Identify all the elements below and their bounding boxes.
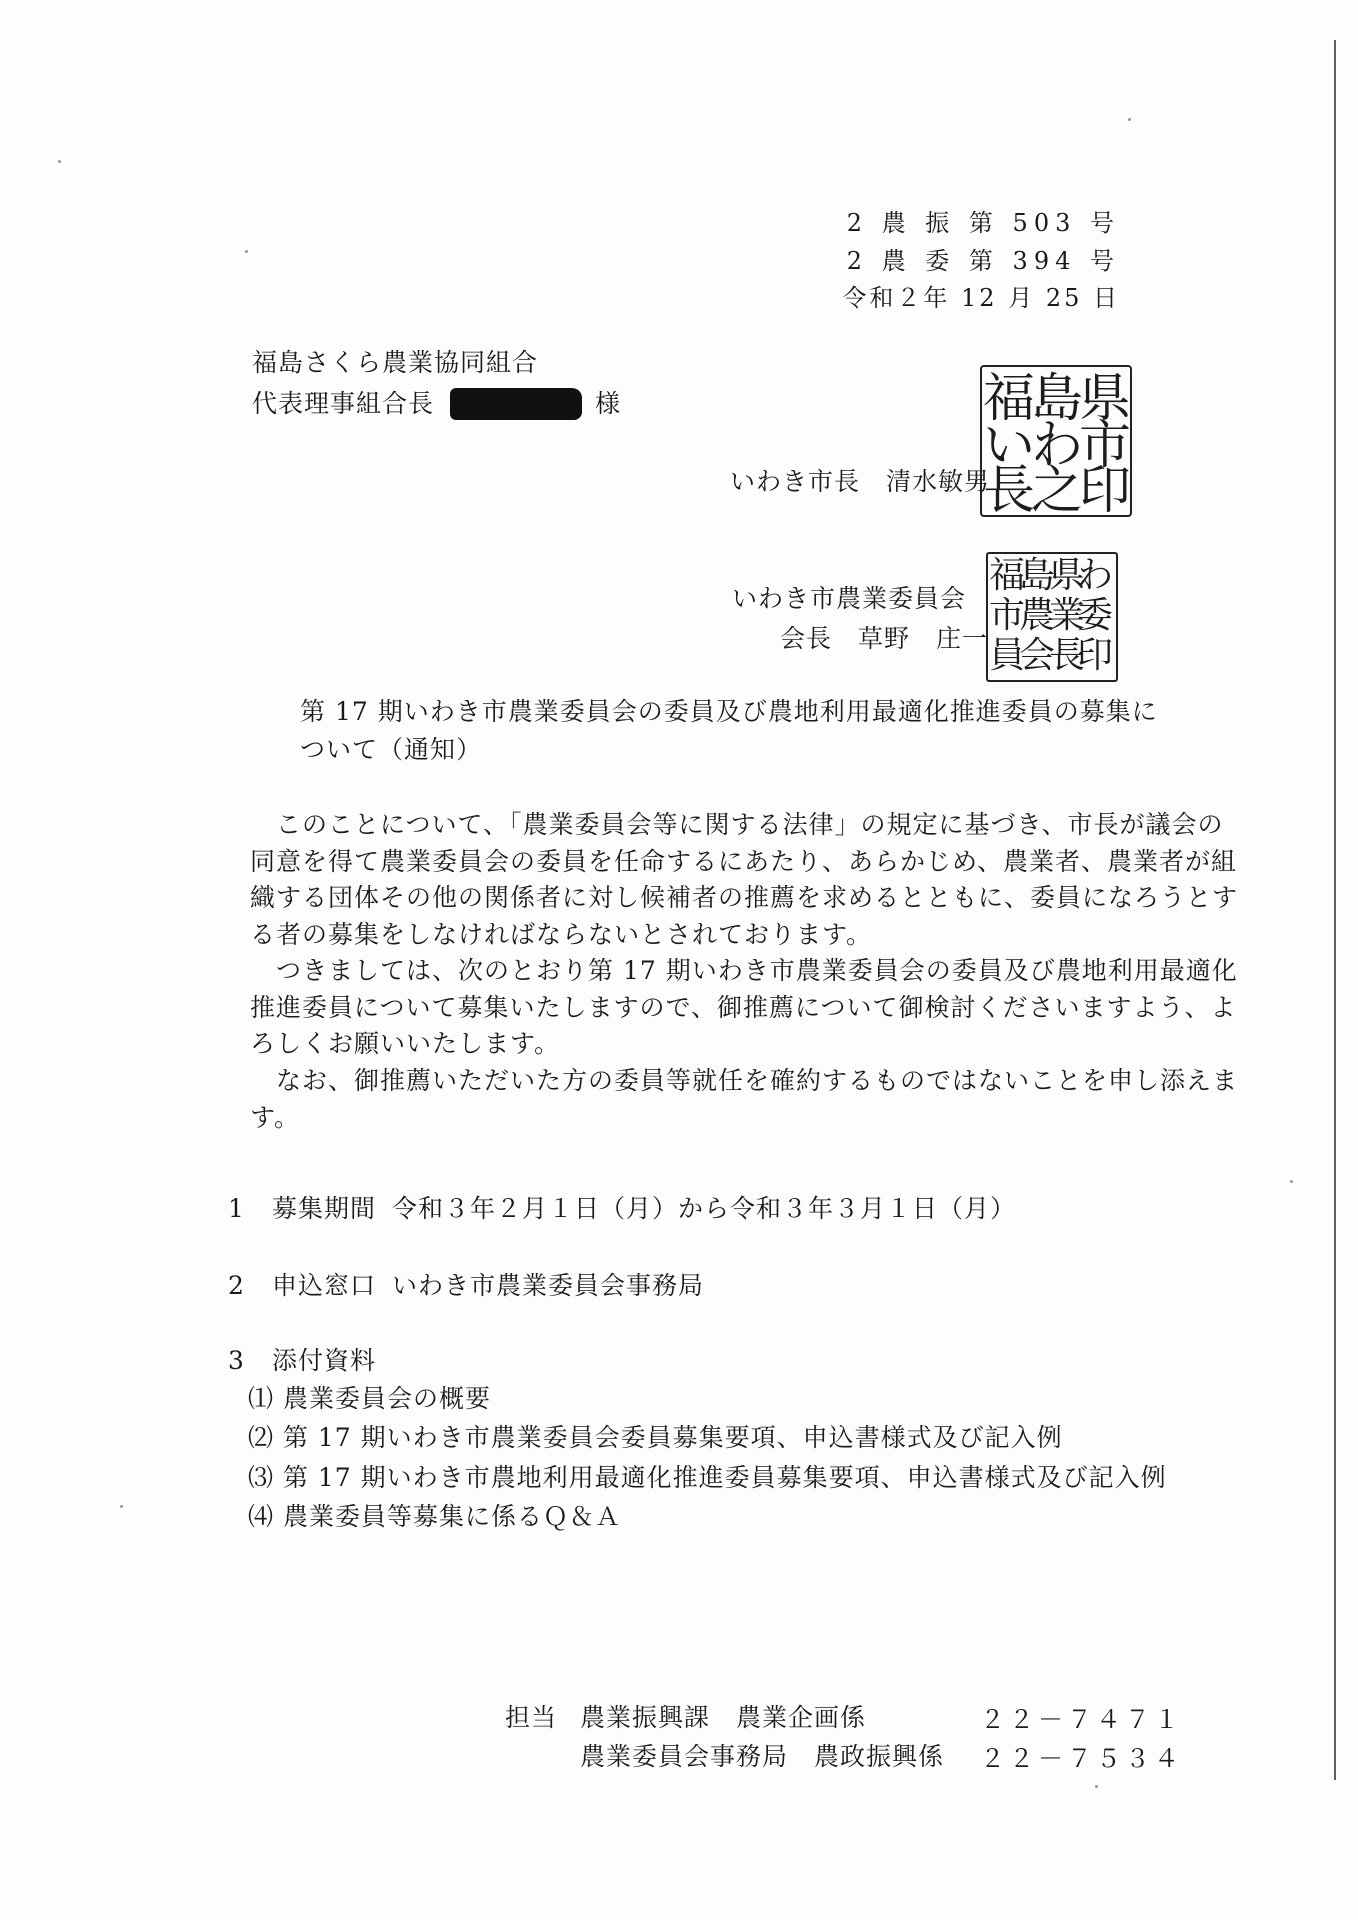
redaction-box [450,388,582,420]
seal-char: 印 [1078,461,1131,521]
seal-char: 業 [1048,595,1085,636]
body-line: つきましては、次のとおり第 17 期いわき市農業委員会の委員及び農地利用最適化 [250,956,1238,985]
subject-line-1: 第 17 期いわき市農業委員会の委員及び農地利用最適化推進委員の募集に [300,697,1158,726]
seal-char: わ [1030,416,1083,476]
seal-char: い [982,416,1035,476]
addressee-title: 代表理事組合長 [252,389,435,418]
reference-number-1: 2 農 振 第 503 号 [846,209,1120,237]
scan-speck [120,1505,123,1508]
attachment-item: ⑴ 農業委員会の概要 [248,1384,491,1413]
committee-seal [986,552,1118,682]
body-line: 織する団体その他の関係者に対し候補者の推薦を求めるとともに、委員になろうとす [250,883,1239,912]
reference-number-2: 2 農 委 第 394 号 [846,247,1120,275]
item-2-label: 申込窓口 [272,1271,377,1300]
item-2-number: 2 [228,1271,245,1300]
body-line: 推進委員について募集いたしますので、御推薦について御検討くださいますよう、よ [250,992,1237,1022]
body-paragraph-3 [250,1063,1239,1136]
seal-char: 員 [988,635,1025,676]
item-3-number: 3 [228,1346,245,1375]
mayor-seal [980,365,1132,521]
seal-char: 福 [988,555,1025,596]
scan-speck [1128,118,1131,121]
seal-char: 長 [1048,635,1085,676]
item-2-value: いわき市農業委員会事務局 [392,1271,705,1300]
sender-mayor: いわき市長 清水敏男 [730,467,991,496]
seal-char: 県 [1078,369,1131,429]
seal-char: 長 [982,461,1035,521]
seal-char: 委 [1076,595,1113,636]
item-1-value: 令和３年２月１日（月）から令和３年３月１日（月） [392,1194,1017,1223]
body-line: ろしくお願いいたします。 [250,1029,561,1058]
scan-edge-line [1334,40,1336,1780]
body-line: す。 [250,1102,301,1132]
item-1-label: 募集期間 [272,1194,377,1223]
attachment-item: ⑵ 第 17 期いわき市農業委員会委員募集要項、申込書様式及び記入例 [248,1423,1063,1452]
body-paragraph-1 [250,807,1239,953]
contact-phone-1: ２２－７４７１ [980,1705,1184,1734]
subject-line-2: ついて（通知） [300,735,483,764]
contact-department-1: 農業振興課 農業企画係 [580,1703,867,1732]
scan-speck [1095,1785,1098,1788]
seal-char: 島 [1018,555,1055,596]
attachment-item: ⑶ 第 17 期いわき市農地利用最適化推進委員募集要項、申込書様式及び記入例 [248,1463,1167,1492]
sender-chairman: 会長 草野 庄一 [780,624,989,653]
seal-char: 農 [1018,595,1055,636]
seal-char: 福 [982,369,1035,429]
addressee-organization: 福島さくら農業協同組合 [252,348,539,377]
attachment-item: ⑷ 農業委員等募集に係るＱ＆Ａ [248,1502,621,1531]
scan-speck [1290,1180,1293,1183]
seal-char: 島 [1030,369,1083,429]
seal-char: 市 [1078,416,1131,476]
body-line: このことについて、「農業委員会等に関する法律」の規定に基づき、市長が議会の [250,810,1224,839]
sender-committee: いわき市農業委員会 [732,584,967,613]
item-1-number: 1 [228,1194,245,1223]
seal-char: 市 [988,595,1025,636]
seal-char: わ [1076,555,1113,596]
contact-department-2: 農業委員会事務局 農政振興係 [580,1742,945,1771]
scan-speck [58,160,61,163]
seal-char: 県 [1048,555,1085,596]
body-paragraph-2 [250,953,1238,1063]
body-line: なお、御推薦いただいた方の委員等就任を確約するものではないことを申し添えま [250,1066,1239,1095]
body-line: る者の募集をしなければならないとされております。 [250,919,873,949]
scan-speck [245,250,248,253]
document-date: 令和２年 12 月 25 日 [842,284,1120,312]
body-line: 同意を得て農業委員会の委員を任命するにあたり、あらかじめ、農業者、農業者が組 [250,846,1238,876]
seal-char: 会 [1018,635,1055,676]
seal-char: 之 [1030,461,1083,521]
contact-phone-2: ２２－７５３４ [980,1744,1184,1773]
item-3-label: 添付資料 [272,1346,377,1375]
contact-label: 担当 [505,1703,558,1732]
addressee-honorific: 様 [595,389,622,418]
seal-char: 印 [1076,635,1113,676]
